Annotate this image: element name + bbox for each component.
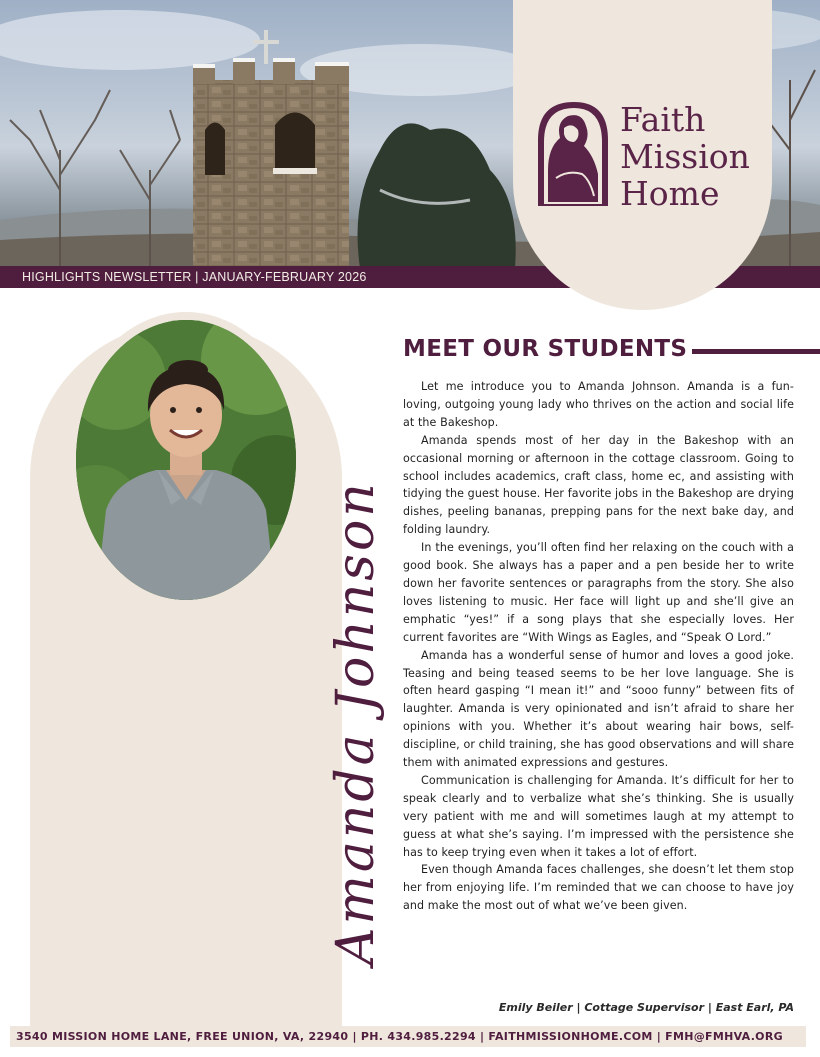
article-paragraph: Even though Amanda faces challenges, she doesn’t let them stop her from enjoying life. I’m reminded that we can choose to have joy and make the most out of what we’ve been given. [403, 863, 794, 913]
author-byline: Emily Beiler | Cottage Supervisor | East Earl, PA [498, 1001, 794, 1014]
student-name-script: Amanda Johnson [326, 480, 386, 965]
article-paragraph: In the evenings, you’ll often find her relaxing on the couch with a good book. She always has a paper and a pen beside her to write down her favorite sentences or paragraphs from the story. She also loves listening to music. Her face will light up and she’ll give an emphatic “yes!” if a song plays that she especially loves. Her current favorites are “With Wings as Eagles, and “Speak O Lord.” [403, 541, 794, 644]
article-paragraph: Amanda spends most of her day in the Bakeshop with an occasional morning or afternoon in the cottage classroom. Going to school includes academics, craft class, home ec, and assisting with tidying the guest house. Her favorite jobs in the Bakeshop are drying dishes, peeling bananas, prepping pans for the next bake day, and folding laundry. [403, 433, 794, 537]
logo-word-home: Home [620, 174, 720, 213]
article-paragraph: Amanda has a wonderful sense of humor and loves a good joke. Teasing and being teased seems to be her love language. She is often heard gasping “I mean it!” and “sooo funny” between fits of laughter. Amanda is very opinionated and isn’t afraid to share her opinions with you. Whether it’s about wearing hair bows, self-discipline, or child training, she has good observations and will share them with animated expressions and gestures. [403, 648, 794, 770]
footer-contact-text: 3540 MISSION HOME LANE, FREE UNION, VA, 22940 | PH. 434.985.2294 | FAITHMISSIONHOME.COM | FMH@FMHVA.ORG [16, 1030, 783, 1043]
newsletter-banner-text: HIGHLIGHTS NEWSLETTER | JANUARY-FEBRUARY 2026 [22, 270, 367, 284]
article-body [403, 378, 794, 915]
student-portrait-photo [76, 320, 296, 600]
article-paragraph: Communication is challenging for Amanda. It’s difficult for her to speak clearly and to verbalize what she’s thinking. She is usually very patient with me and will sometimes laugh at my attempt to guess at what she’s saying. I’m impressed with the persistence she has to keep trying even when it takes a lot of effort. [403, 773, 794, 859]
logo-word-faith: Faith [620, 100, 706, 139]
section-heading: MEET OUR STUDENTS [403, 336, 688, 362]
logo-word-mission: Mission [620, 137, 750, 176]
heading-rule [692, 349, 820, 354]
article-paragraph: Let me introduce you to Amanda Johnson. Amanda is a fun-loving, outgoing young lady who thrives on the action and social life at the Bakeshop. [403, 380, 794, 429]
student-photo [76, 320, 296, 600]
woman-silhouette-logo-icon [534, 100, 612, 208]
